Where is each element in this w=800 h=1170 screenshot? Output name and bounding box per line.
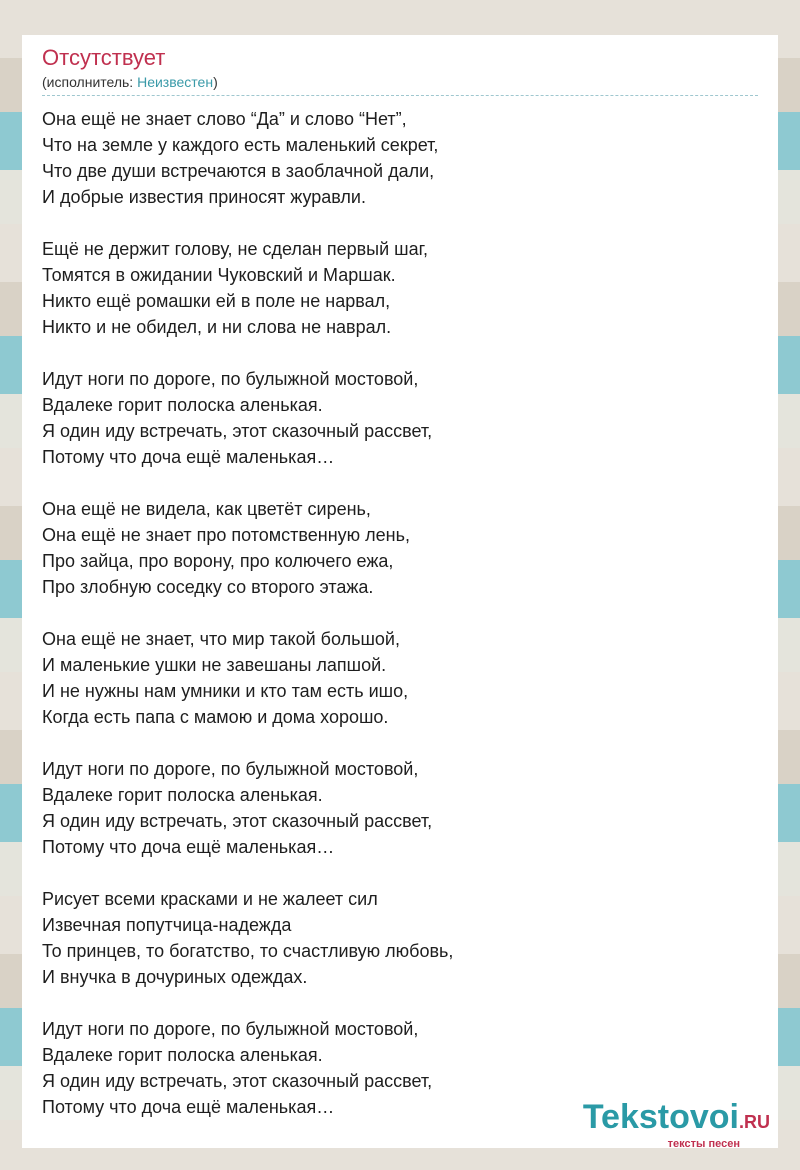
logo-wordmark bbox=[583, 1099, 770, 1140]
lyric-line: Никто ещё ромашки ей в поле не нарвал, bbox=[42, 291, 391, 311]
stanza bbox=[42, 106, 758, 210]
lyric-line: И добрые известия приносят журавли. bbox=[42, 187, 366, 207]
lyric-line: Никто и не обидел, и ни слова не наврал. bbox=[42, 317, 392, 337]
stanza bbox=[42, 886, 758, 990]
lyric-line: Она ещё не знает слово “Да” и слово “Нет”, bbox=[42, 109, 407, 129]
lyric-line: Она ещё не знает, что мир такой большой, bbox=[42, 629, 400, 649]
lyric-line: Идут ноги по дороге, по булыжной мостовой, bbox=[42, 759, 419, 779]
lyric-line: Я один иду встречать, этот сказочный рассвет, bbox=[42, 421, 433, 441]
lyric-line: Идут ноги по дороге, по булыжной мостовой, bbox=[42, 369, 419, 389]
lyric-line: Про злобную соседку со второго этажа. bbox=[42, 577, 374, 597]
site-logo[interactable] bbox=[583, 1099, 770, 1150]
artist-suffix: ) bbox=[213, 74, 218, 90]
song-title: Отсутствует bbox=[42, 45, 166, 70]
lyric-line: Рисует всеми красками и не жалеет сил bbox=[42, 889, 378, 909]
stanza bbox=[42, 366, 758, 470]
stanza bbox=[42, 496, 758, 600]
lyric-line: Она ещё не знает про потомственную лень, bbox=[42, 525, 410, 545]
lyric-line: И маленькие ушки не завешаны лапшой. bbox=[42, 655, 387, 675]
stanza bbox=[42, 756, 758, 860]
lyric-line: Я один иду встречать, этот сказочный рассвет, bbox=[42, 811, 433, 831]
artist-prefix: (исполнитель: bbox=[42, 74, 138, 90]
lyric-line: Вдалеке горит полоска аленькая. bbox=[42, 395, 323, 415]
stanza bbox=[42, 626, 758, 730]
logo-main-text: Tekstovoi bbox=[582, 1098, 739, 1136]
lyric-line: Она ещё не видела, как цветёт сирень, bbox=[42, 499, 371, 519]
lyric-line: Что две души встречаются в заоблачной дали, bbox=[42, 161, 435, 181]
lyric-line: Потому что доча ещё маленькая… bbox=[42, 1097, 335, 1117]
lyric-line: Потому что доча ещё маленькая… bbox=[42, 837, 335, 857]
artist-line bbox=[42, 73, 758, 96]
lyric-line: И внучка в дочуриных одеждах. bbox=[42, 967, 308, 987]
stanza bbox=[42, 236, 758, 340]
lyrics-card bbox=[22, 35, 778, 1148]
lyric-line: Когда есть папа с мамою и дома хорошо. bbox=[42, 707, 389, 727]
lyric-line: Потому что доча ещё маленькая… bbox=[42, 447, 335, 467]
artist-link[interactable]: Неизвестен bbox=[137, 74, 214, 90]
lyric-line: Вдалеке горит полоска аленькая. bbox=[42, 1045, 323, 1065]
lyric-line: Идут ноги по дороге, по булыжной мостовой, bbox=[42, 1019, 419, 1039]
lyric-line: Про зайца, про ворону, про колючего ежа, bbox=[42, 551, 394, 571]
lyric-line: Томятся в ожидании Чуковский и Маршак. bbox=[42, 265, 396, 285]
lyric-line: Ещё не держит голову, не сделан первый шаг, bbox=[42, 239, 428, 259]
logo-tld: .RU bbox=[739, 1112, 770, 1132]
lyric-line: Вдалеке горит полоска аленькая. bbox=[42, 785, 323, 805]
lyric-line: То принцев, то богатство, то счастливую любовь, bbox=[42, 941, 454, 961]
lyrics-body bbox=[42, 106, 758, 1120]
lyric-line: Что на земле у каждого есть маленький секрет, bbox=[42, 135, 439, 155]
lyric-line: Я один иду встречать, этот сказочный рассвет, bbox=[42, 1071, 433, 1091]
logo-tagline: тексты песен bbox=[667, 1138, 740, 1150]
lyric-line: И не нужны нам умники и кто там есть ишо, bbox=[42, 681, 409, 701]
lyric-line: Извечная попутчица-надежда bbox=[42, 915, 292, 935]
